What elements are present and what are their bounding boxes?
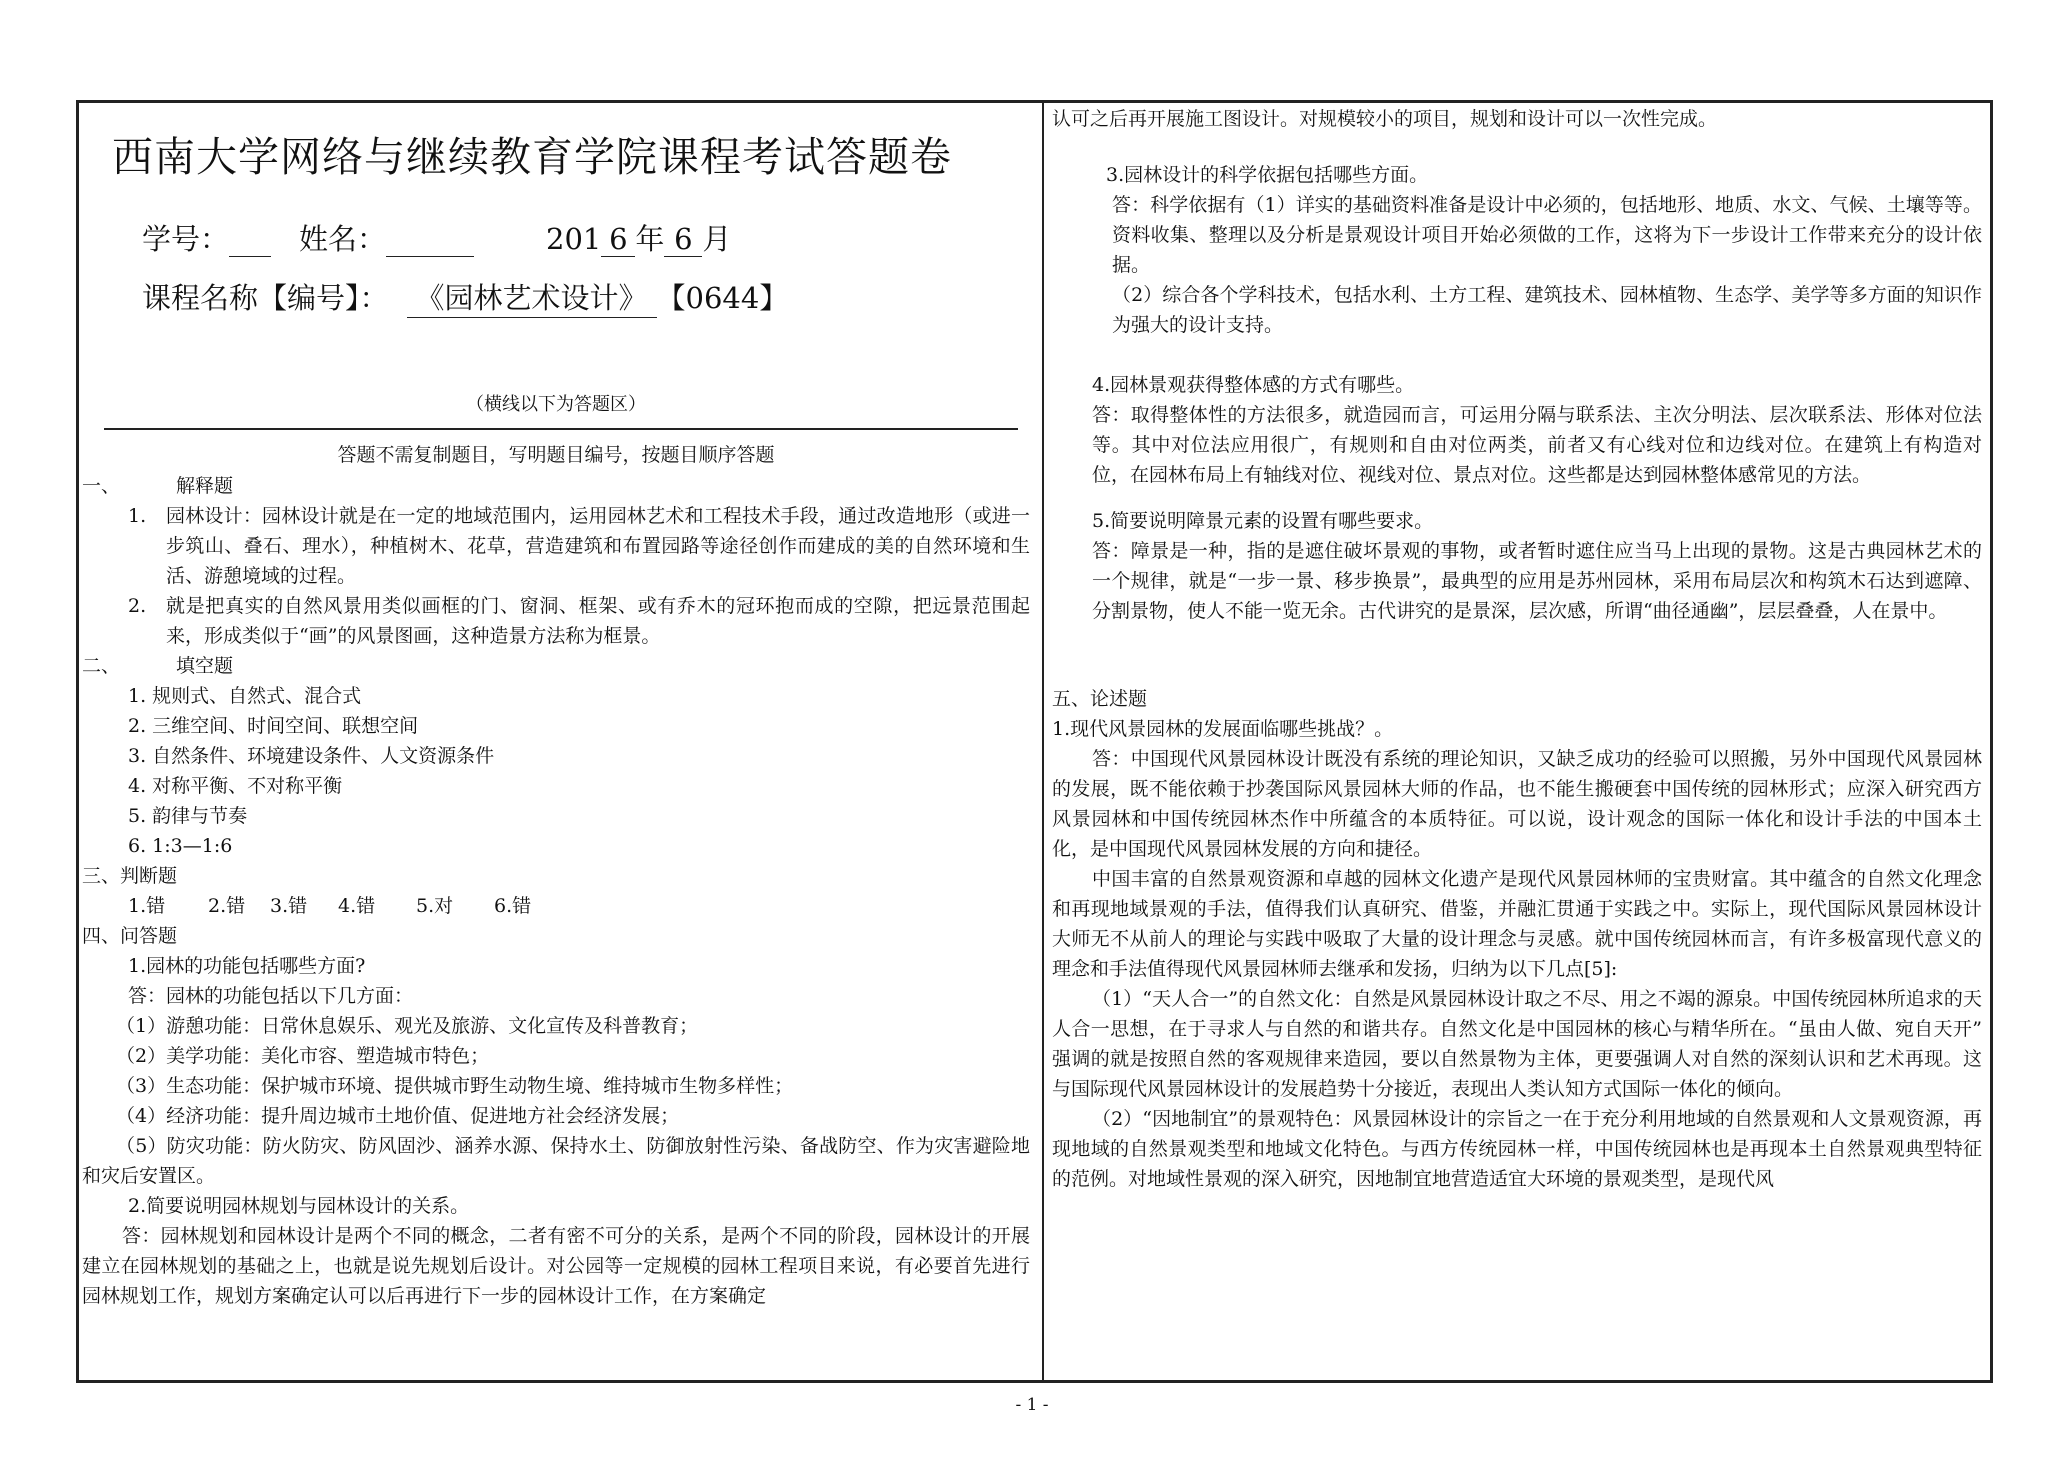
right-column: [1052, 104, 1982, 1194]
question-4-answer: 答：取得整体性的方法很多，就造园而言，可运用分隔与联系法、主次分明法、层次联系法、形体对位法等。其中对位法应用很广，有规则和自由对位两类，前者又有心线对位和边线对位。在建筑上有构造对位，在园林布局上有轴线对位、视线对位、景点对位。这些都是达到园林整体感常见的方法。: [1092, 404, 1982, 486]
judgement-answers: [82, 891, 1030, 921]
page-title: 西南大学网络与继续教育学院课程考试答题卷: [112, 133, 952, 181]
essay-answer-paragraph-3: （1）“天人合一”的自然文化：自然是风景园林设计取之不尽、用之不竭的源泉。中国传统园林所追求的天人合一思想，在于寻求人与自然的和谐共存。自然文化是中国园林的核心与精华所在。“虽由人做、宛自天开” 强调的就是按照自然的客观规律来造园，要以自然景物为主体，更要强调人对自然的深刻认识和艺术再现。这与国际现代风景园林设计的发展趋势十分接近，表现出人类认知方式国际一体化的倾向。: [1052, 988, 1982, 1100]
question-1-item-4: （4）经济功能：提升周边城市土地价值、促进地方社会经济发展；: [116, 1105, 680, 1127]
question-2: 2.简要说明园林规划与园林设计的关系。: [128, 1195, 470, 1217]
definition-1: 1. 园林设计：园林设计就是在一定的地域范围内，运用园林艺术和工程技术手段，通过改造地形（或进一步筑山、叠石、理水），种植树木、花草，营造建筑和布置园路等途径创作而建成的美的自然环境和生活、游憩境域的过程。: [128, 505, 1030, 587]
name-label: 姓名：: [299, 222, 387, 256]
question-1-item-2: （2）美学功能：美化市容、塑造城市特色；: [116, 1045, 490, 1067]
question-1-intro: 答：园林的功能包括以下几方面：: [128, 985, 414, 1007]
student-id-label: 学号：: [142, 222, 230, 256]
essay-answer-paragraph-4: （2）“因地制宜”的景观特色：风景园林设计的宗旨之一在于充分利用地域的自然景观和人文景观资源，再现地域的自然景观类型和地域文化特色。与西方传统园林一样，中国传统园林也是再现本土自然景观典型特征的范例。对地域性景观的深入研究，因地制宜地营造适宜大环境的景观类型，是现代风: [1052, 1108, 1982, 1190]
judge-answer-5: 5.对: [416, 895, 454, 917]
fill-answer-2: 2. 三维空间、时间空间、联想空间: [128, 715, 419, 737]
section-1-heading: 一、 解释题: [82, 475, 234, 497]
column-divider: [1042, 100, 1044, 1383]
question-1-item-1: （1）游憩功能：日常休息娱乐、观光及旅游、文化宣传及科普教育；: [116, 1015, 699, 1037]
section-3-heading: 三、判断题: [82, 865, 178, 887]
question-4: 4.园林景观获得整体感的方式有哪些。: [1092, 374, 1415, 396]
left-column: [82, 104, 1030, 1311]
question-3: 3.园林设计的科学依据包括哪些方面。: [1106, 164, 1429, 186]
essay-answer-paragraph-2: 中国丰富的自然景观资源和卓越的园林文化遗产是现代风景园林师的宝贵财富。其中蕴含的自然文化理念和再现地域景观的手法，值得我们认真研究、借鉴，并融汇贯通于实践之中。实际上，现代国际风景园林设计大师无不从前人的理论与实践中吸取了大量的设计理念与灵感。就中国传统园林而言，有许多极富现代意义的理念和手法值得现代风景园林师去继承和发扬，归纳为以下几点[5]:: [1052, 868, 1982, 980]
section-2-heading: 二、 填空题: [82, 655, 234, 677]
course-name-field[interactable]: 《园林艺术设计》: [407, 276, 657, 318]
year-label: 年: [635, 222, 665, 256]
essay-question-1: 1.现代风景园林的发展面临哪些挑战？。: [1052, 718, 1394, 740]
course-label: 课程名称【编号】：: [142, 281, 389, 315]
month-label: 月: [702, 222, 732, 256]
essay-answer-paragraph-1: 答：中国现代风景园林设计既没有系统的理论知识，又缺乏成功的经验可以照搬，另外中国现代风景园林的发展，既不能依赖于抄袭国际风景园林大师的作品，也不能生搬硬套中国传统的园林形式；应深入研究西方风景园林和中国传统园林杰作中所蕴含的本质特征。可以说，设计观念的国际一体化和设计手法的中国本土化，是中国现代风景园林发展的方向和捷径。: [1052, 748, 1982, 860]
course-row: [142, 276, 1030, 318]
question-1-item-5: （5）防灾功能：防火防灾、防风固沙、涵养水源、保持水土、防御放射性污染、备战防空、作为灾害避险地和灾后安置区。: [82, 1135, 1030, 1187]
year-prefix: 201: [546, 222, 602, 256]
judge-answer-2: 2.错: [208, 895, 246, 917]
month-field[interactable]: 6: [664, 222, 702, 257]
question-5-answer: 答：障景是一种，指的是遮住破坏景观的事物，或者暂时遮住应当马上出现的景物。这是古典园林艺术的一个规律，就是“一步一景、移步换景”，最典型的应用是苏州园林，采用布局层次和构筑木石达到遮障、分割景物，使人不能一览无余。古代讲究的是景深，层次感，所谓“曲径通幽”，层层叠叠，人在景中。: [1092, 540, 1982, 622]
student-id-field[interactable]: [229, 222, 271, 257]
fill-answer-1: 1. 规则式、自然式、混合式: [128, 685, 362, 707]
fill-answer-4: 4. 对称平衡、不对称平衡: [128, 775, 343, 797]
section-4-heading: 四、问答题: [82, 925, 178, 947]
answer-area-note: （横线以下为答题区）: [466, 394, 646, 415]
question-2-answer: 答：园林规划和园林设计是两个不同的概念，二者有密不可分的关系，是两个不同的阶段，园林设计的开展建立在园林规划的基础之上，也就是说先规划后设计。对公园等一定规模的园林工程项目来说，有必要首先进行园林规划工作，规划方案确定认可以后再进行下一步的园林设计工作，在方案确定: [82, 1225, 1030, 1307]
page-number: - 1 -: [1015, 1395, 1049, 1415]
question-5: 5.简要说明障景元素的设置有哪些要求。: [1092, 510, 1434, 532]
definition-2: 2. 就是把真实的自然风景用类似画框的门、窗洞、框架、或有乔木的冠环抱而成的空隙，把远景范围起来，形成类似于“画”的风景图画，这种造景方法称为框景。: [128, 595, 1030, 647]
question-1: 1.园林的功能包括哪些方面?: [128, 955, 366, 977]
question-3-answer-1: 答：科学依据有（1）详实的基础资料准备是设计中必须的，包括地形、地质、水文、气候、土壤等等。资料收集、整理以及分析是景观设计项目开始必须做的工作，这将为下一步设计工作带来充分的设计依据。: [1112, 194, 1982, 276]
question-1-item-3: （3）生态功能：保护城市环境、提供城市野生动物生境、维持城市生物多样性；: [116, 1075, 794, 1097]
year-field[interactable]: 6: [601, 222, 635, 257]
judge-answer-6: 6.错: [494, 895, 532, 917]
judge-answer-3: 3.错: [270, 895, 308, 917]
answer-instruction: 答题不需复制题目，写明题目编号，按题目顺序答题: [337, 444, 775, 466]
name-field[interactable]: [386, 222, 474, 257]
student-info-row: [142, 217, 1030, 258]
fill-answer-3: 3. 自然条件、环境建设条件、人文资源条件: [128, 745, 495, 767]
section-5-heading: 五、论述题: [1052, 688, 1148, 710]
judge-answer-1: 1.错: [128, 895, 166, 917]
course-code: 【0644】: [656, 281, 789, 315]
question-3-answer-2: （2）综合各个学科技术，包括水利、土方工程、建筑技术、园林植物、生态学、美学等多方面的知识作为强大的设计支持。: [1112, 284, 1982, 336]
question-2-answer-continued: 认可之后再开展施工图设计。对规模较小的项目，规划和设计可以一次性完成。: [1052, 108, 1718, 130]
fill-answer-6: 6. 1:3—1:6: [128, 835, 233, 857]
fill-answer-5: 5. 韵律与节奏: [128, 805, 248, 827]
answer-area-rule: [104, 428, 1018, 430]
judge-answer-4: 4.错: [338, 895, 376, 917]
